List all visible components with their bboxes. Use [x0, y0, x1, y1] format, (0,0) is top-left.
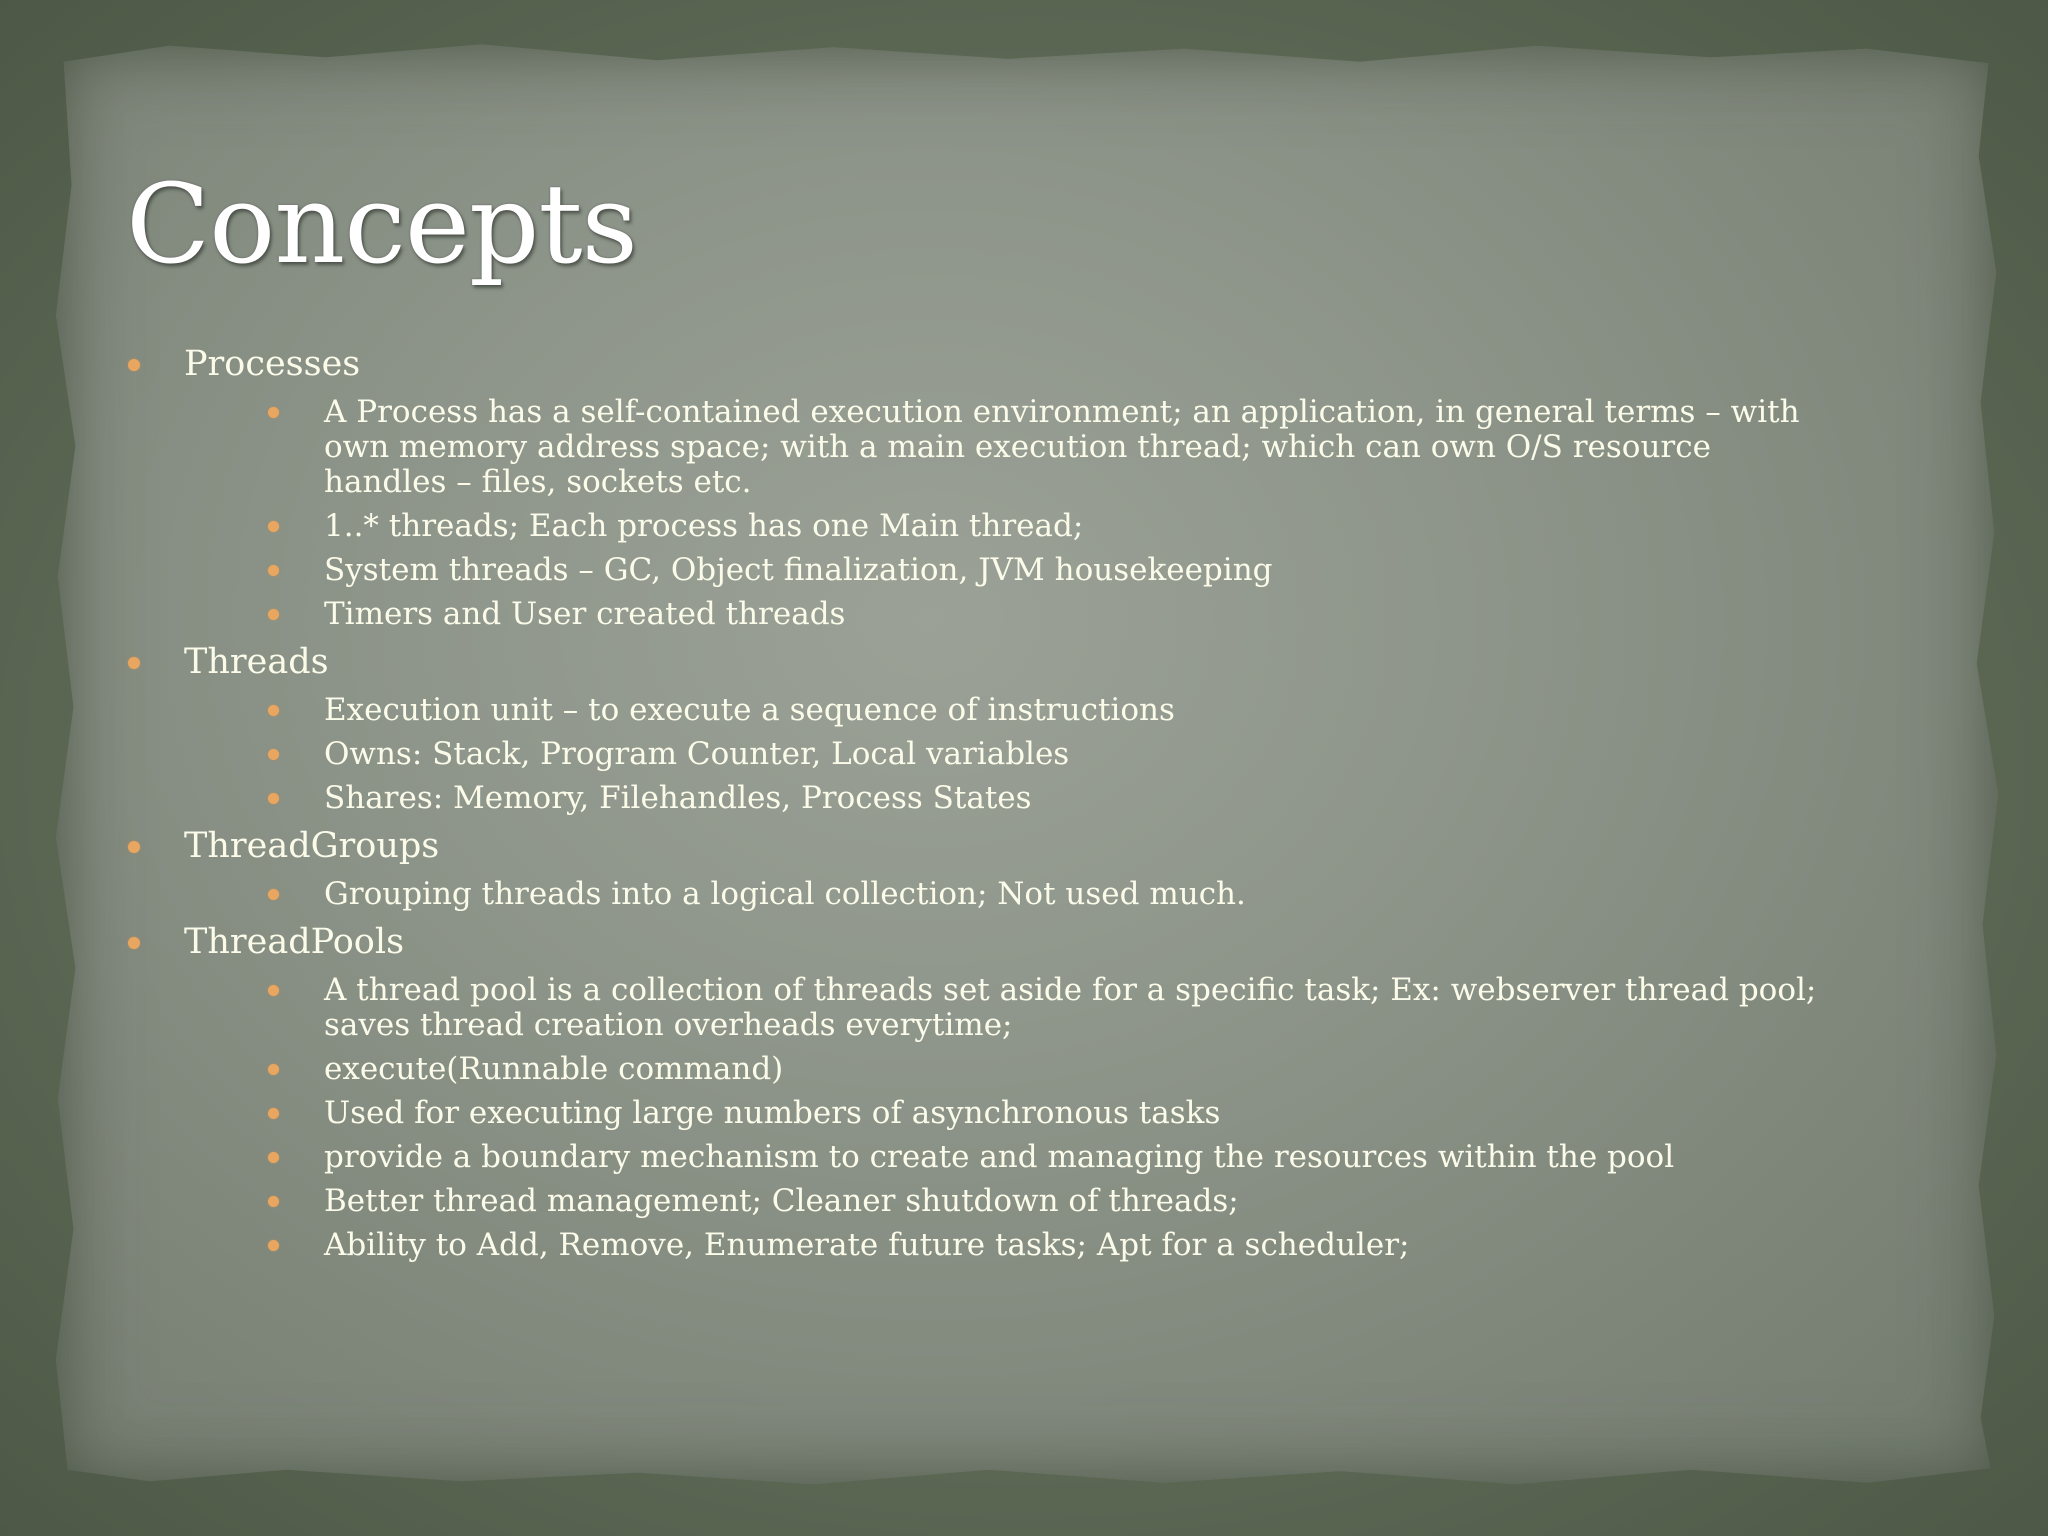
bullet-icon [268, 609, 279, 620]
list-item [184, 395, 1846, 500]
item-text: A thread pool is a collection of threads set aside for a specific task; Ex: webserver thread pool; saves thread creation overheads everytime; [324, 972, 1817, 1043]
item-text: A Process has a self-contained execution environment; an application, in general terms – with own memory address space; with a main execution thread; which can own O/S resource handles – files, sockets etc. [324, 394, 1800, 500]
list-item [184, 693, 1846, 728]
bullet-icon [268, 521, 279, 532]
item-text: System threads – GC, Object finalization, JVM housekeeping [324, 552, 1273, 588]
slide-title: Concepts [126, 160, 638, 288]
section-threadgroups [126, 824, 1846, 912]
item-text: Grouping threads into a logical collection; Not used much. [324, 876, 1246, 912]
item-text: Timers and User created threads [324, 596, 846, 632]
bullet-icon [128, 841, 140, 853]
sub-list [184, 693, 1846, 816]
list-item [184, 1228, 1846, 1263]
item-text: Owns: Stack, Program Counter, Local variables [324, 736, 1070, 772]
bullet-icon [268, 793, 279, 804]
list-item [184, 1140, 1846, 1175]
section-heading: Threads [184, 642, 329, 682]
section-threadpools [126, 920, 1846, 1263]
bullet-list [126, 342, 1846, 1263]
bullet-icon [128, 937, 140, 949]
item-text: provide a boundary mechanism to create and managing the resources within the pool [324, 1139, 1675, 1175]
bullet-icon [268, 1240, 279, 1251]
bullet-icon [268, 1064, 279, 1075]
bullet-icon [268, 1108, 279, 1119]
section-heading: ThreadGroups [184, 826, 440, 866]
sub-list [184, 973, 1846, 1263]
bullet-icon [268, 705, 279, 716]
bullet-icon [268, 565, 279, 576]
bullet-icon [268, 985, 279, 996]
item-text: Execution unit – to execute a sequence of instructions [324, 692, 1175, 728]
list-item [184, 1052, 1846, 1087]
list-item [184, 1184, 1846, 1219]
list-item [184, 597, 1846, 632]
item-text: Ability to Add, Remove, Enumerate future tasks; Apt for a scheduler; [324, 1227, 1410, 1263]
section-processes [126, 342, 1846, 632]
list-item [184, 973, 1846, 1043]
item-text: Shares: Memory, Filehandles, Process States [324, 780, 1032, 816]
section-heading: Processes [184, 344, 361, 384]
bullet-icon [128, 359, 140, 371]
list-item [184, 877, 1846, 912]
section-threads [126, 640, 1846, 816]
bullet-icon [268, 889, 279, 900]
item-text: execute(Runnable command) [324, 1051, 784, 1087]
item-text: Used for executing large numbers of asynchronous tasks [324, 1095, 1221, 1131]
bullet-icon [268, 1196, 279, 1207]
section-heading: ThreadPools [184, 922, 405, 962]
list-item [184, 553, 1846, 588]
slide-content [126, 342, 1846, 1263]
sub-list [184, 877, 1846, 912]
list-item [184, 737, 1846, 772]
bullet-icon [268, 1152, 279, 1163]
item-text: Better thread management; Cleaner shutdown of threads; [324, 1183, 1239, 1219]
list-item [184, 509, 1846, 544]
list-item [184, 1096, 1846, 1131]
bullet-icon [268, 749, 279, 760]
bullet-icon [128, 657, 140, 669]
sub-list [184, 395, 1846, 632]
list-item [184, 781, 1846, 816]
bullet-icon [268, 407, 279, 418]
item-text: 1..* threads; Each process has one Main thread; [324, 508, 1084, 544]
